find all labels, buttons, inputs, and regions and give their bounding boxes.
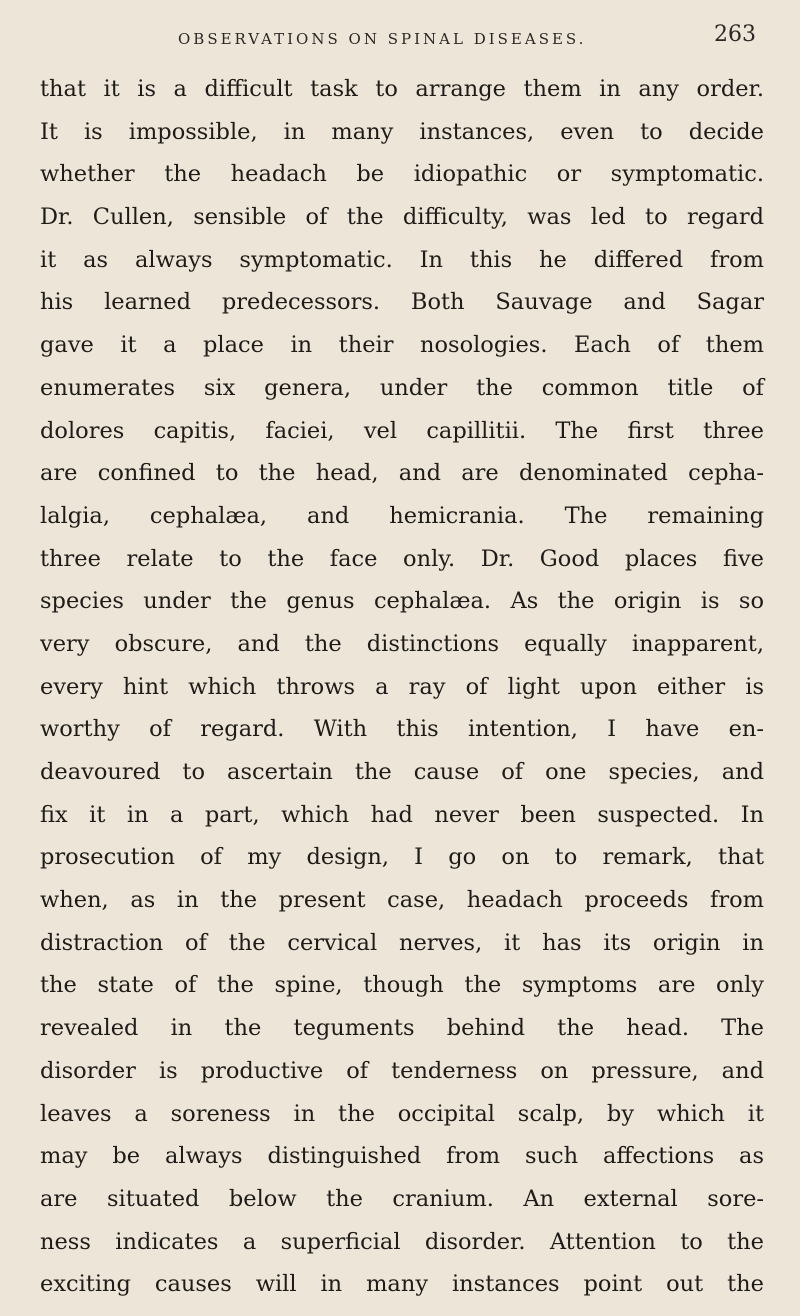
text-line: are confined to the head, and are denominated cepha- <box>40 460 764 487</box>
text-line: that it is a difficult task to arrange them in any order. <box>40 76 764 102</box>
text-line: his learned predecessors. Both Sauvage and Sagar <box>40 289 764 316</box>
text-line: fix it in a part, which had never been suspected. In <box>40 801 764 828</box>
text-line: it as always symptomatic. In this he differed from <box>40 246 764 273</box>
text-line: deavoured to ascertain the cause of one species, and <box>40 759 764 785</box>
text-line: every hint which throws a ray of light upon either is <box>40 673 764 700</box>
text-line: lalgia, cephalæa, and hemicrania. The remaining <box>40 502 764 529</box>
text-line: three relate to the face only. Dr. Good places five <box>40 545 764 572</box>
text-line: the state of the spine, though the symptoms are only <box>40 972 764 999</box>
text-line: when, as in the present case, headach proceeds from <box>40 887 764 914</box>
text-line: enumerates six genera, under the common title of <box>40 374 764 401</box>
text-line: leaves a soreness in the occipital scalp, by which it <box>40 1100 764 1127</box>
text-line: very obscure, and the distinctions equally inapparent, <box>40 630 764 657</box>
text-line: ness indicates a superficial disorder. Attention to the <box>40 1228 764 1255</box>
text-line: revealed in the teguments behind the head. The <box>40 1015 764 1042</box>
text-line: It is impossible, in many instances, even to decide <box>40 118 764 145</box>
text-line: disorder is productive of tenderness on pressure, and <box>40 1057 764 1084</box>
text-line: species under the genus cephalæa. As the origin is so <box>40 588 764 615</box>
body-text <box>40 68 764 1306</box>
text-line: distraction of the cervical nerves, it has its origin in <box>40 929 764 956</box>
text-line: worthy of regard. With this intention, I have en- <box>40 716 764 743</box>
text-line: dolores capitis, faciei, vel capillitii. The first three <box>40 417 764 444</box>
text-line: prosecution of my design, I go on to remark, that <box>40 844 764 871</box>
text-line: Dr. Cullen, sensible of the difficulty, was led to regard <box>40 204 764 231</box>
text-line: may be always distinguished from such affections as <box>40 1143 764 1170</box>
text-line: are situated below the cranium. An external sore- <box>40 1185 764 1212</box>
page-number: 263 <box>714 22 756 47</box>
text-line: whether the headach be idiopathic or symptomatic. <box>40 161 764 188</box>
running-head: OBSERVATIONS ON SPINAL DISEASES. <box>178 30 587 48</box>
text-line: gave it a place in their nosologies. Each of them <box>40 332 764 359</box>
text-line: exciting causes will in many instances point out the <box>40 1271 764 1298</box>
